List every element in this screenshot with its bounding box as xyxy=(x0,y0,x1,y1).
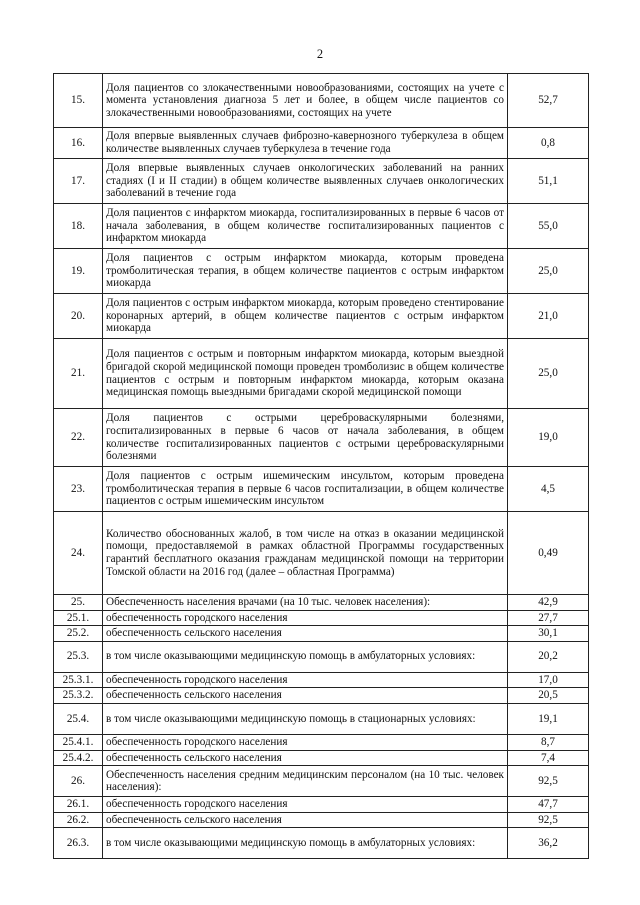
row-description: обеспеченность сельского населения xyxy=(103,626,508,642)
row-description: Количество обоснованных жалоб, в том числе на отказ в оказании медицинской помощи, предоставляемой в рамках областной Программы государственных гарантий бесплатного оказания гражданам медицинской помощи на территории Томской области на 2016 год (далее – областная Программа) xyxy=(103,512,508,595)
row-value: 42,9 xyxy=(508,595,589,611)
row-value: 4,5 xyxy=(508,467,589,512)
row-description: Обеспеченность населения средним медицинским персоналом (на 10 тыс. человек населения): xyxy=(103,766,508,797)
table-row xyxy=(54,74,589,128)
row-description: обеспеченность городского населения xyxy=(103,797,508,813)
table-row xyxy=(54,610,589,626)
row-number: 18. xyxy=(54,204,103,249)
table-row xyxy=(54,294,589,339)
table-row xyxy=(54,828,589,859)
table-row xyxy=(54,672,589,688)
row-value: 36,2 xyxy=(508,828,589,859)
row-value: 92,5 xyxy=(508,766,589,797)
row-value: 21,0 xyxy=(508,294,589,339)
table-row xyxy=(54,595,589,611)
row-value: 25,0 xyxy=(508,339,589,409)
table-row xyxy=(54,688,589,704)
table-row xyxy=(54,812,589,828)
table-row xyxy=(54,339,589,409)
row-description: Доля пациентов с острыми цереброваскулярными болезнями, госпитализированных в первые 6 часов от начала заболевания, в общем количестве госпитализированных пациентов с острыми цереброваскулярными болезнями xyxy=(103,409,508,467)
table-row xyxy=(54,159,589,204)
row-value: 20,5 xyxy=(508,688,589,704)
table-row xyxy=(54,750,589,766)
row-value: 47,7 xyxy=(508,797,589,813)
row-value: 20,2 xyxy=(508,641,589,672)
row-value: 25,0 xyxy=(508,249,589,294)
page-number: 2 xyxy=(316,47,324,61)
row-number: 25.3.1. xyxy=(54,672,103,688)
row-number: 22. xyxy=(54,409,103,467)
row-number: 25.3.2. xyxy=(54,688,103,704)
row-description: в том числе оказывающими медицинскую помощь в амбулаторных условиях: xyxy=(103,641,508,672)
row-number: 25.4.2. xyxy=(54,750,103,766)
row-description: Доля впервые выявленных случаев фиброзно-кавернозного туберкулеза в общем количестве выявленных случаев туберкулеза в течение года xyxy=(103,128,508,159)
row-value: 52,7 xyxy=(508,74,589,128)
row-value: 55,0 xyxy=(508,204,589,249)
table-row xyxy=(54,626,589,642)
row-description: обеспеченность городского населения xyxy=(103,672,508,688)
row-number: 25.2. xyxy=(54,626,103,642)
row-number: 26. xyxy=(54,766,103,797)
row-number: 17. xyxy=(54,159,103,204)
row-number: 20. xyxy=(54,294,103,339)
table-row xyxy=(54,409,589,467)
row-number: 26.3. xyxy=(54,828,103,859)
row-description: обеспеченность сельского населения xyxy=(103,688,508,704)
row-description: обеспеченность сельского населения xyxy=(103,750,508,766)
row-description: обеспеченность городского населения xyxy=(103,734,508,750)
table-row xyxy=(54,766,589,797)
row-description: Доля впервые выявленных случаев онкологических заболеваний на ранних стадиях (I и II стадии) в общем количестве выявленных случаев онкологических заболеваний в течение года xyxy=(103,159,508,204)
row-value: 0,8 xyxy=(508,128,589,159)
row-description: Доля пациентов с инфарктом миокарда, госпитализированных в первые 6 часов от начала заболевания, в общем количестве госпитализированных пациентов с инфарктом миокарда xyxy=(103,204,508,249)
row-number: 16. xyxy=(54,128,103,159)
row-value: 8,7 xyxy=(508,734,589,750)
table-row xyxy=(54,641,589,672)
row-description: обеспеченность сельского населения xyxy=(103,812,508,828)
row-description: Доля пациентов с острым и повторным инфарктом миокарда, которым выездной бригадой скорой медицинской помощи проведен тромболизис в общем количестве пациентов с острым и повторным инфарктом миокарда, которым оказана медицинская помощь выездными бригадами скорой медицинской помощи xyxy=(103,339,508,409)
row-value: 19,1 xyxy=(508,703,589,734)
row-description: Доля пациентов со злокачественными новообразованиями, состоящих на учете с момента установления диагноза 5 лет и более, в общем числе пациентов со злокачественными новообразованиями, состоящих на учете xyxy=(103,74,508,128)
row-description: Доля пациентов с острым инфарктом миокарда, которым проведено стентирование коронарных артерий, в общем количестве пациентов с острым инфарктом миокарда xyxy=(103,294,508,339)
table-row xyxy=(54,204,589,249)
table-row xyxy=(54,703,589,734)
row-description: в том числе оказывающими медицинскую помощь в стационарных условиях: xyxy=(103,703,508,734)
table-row xyxy=(54,734,589,750)
row-value: 27,7 xyxy=(508,610,589,626)
table-row xyxy=(54,249,589,294)
row-value: 7,4 xyxy=(508,750,589,766)
row-number: 25.3. xyxy=(54,641,103,672)
table-row xyxy=(54,128,589,159)
row-value: 30,1 xyxy=(508,626,589,642)
row-description: Доля пациентов с острым ишемическим инсультом, которым проведена тромболитическая терапия в первые 6 часов госпитализации, в общем количестве пациентов с острым ишемическим инсультом xyxy=(103,467,508,512)
row-description: обеспеченность городского населения xyxy=(103,610,508,626)
row-description: в том числе оказывающими медицинскую помощь в амбулаторных условиях: xyxy=(103,828,508,859)
row-description: Обеспеченность населения врачами (на 10 тыс. человек населения): xyxy=(103,595,508,611)
row-description: Доля пациентов с острым инфарктом миокарда, которым проведена тромболитическая терапия, в общем количестве пациентов с острым инфарктом миокарда xyxy=(103,249,508,294)
row-number: 25.4. xyxy=(54,703,103,734)
row-number: 26.1. xyxy=(54,797,103,813)
table-row xyxy=(54,467,589,512)
row-number: 15. xyxy=(54,74,103,128)
table-row xyxy=(54,512,589,595)
row-number: 19. xyxy=(54,249,103,294)
row-value: 92,5 xyxy=(508,812,589,828)
row-number: 26.2. xyxy=(54,812,103,828)
table-row xyxy=(54,797,589,813)
indicators-table xyxy=(53,73,589,859)
row-value: 19,0 xyxy=(508,409,589,467)
row-value: 51,1 xyxy=(508,159,589,204)
row-value: 0,49 xyxy=(508,512,589,595)
row-number: 23. xyxy=(54,467,103,512)
row-number: 21. xyxy=(54,339,103,409)
row-number: 25. xyxy=(54,595,103,611)
row-number: 25.4.1. xyxy=(54,734,103,750)
row-value: 17,0 xyxy=(508,672,589,688)
row-number: 24. xyxy=(54,512,103,595)
row-number: 25.1. xyxy=(54,610,103,626)
